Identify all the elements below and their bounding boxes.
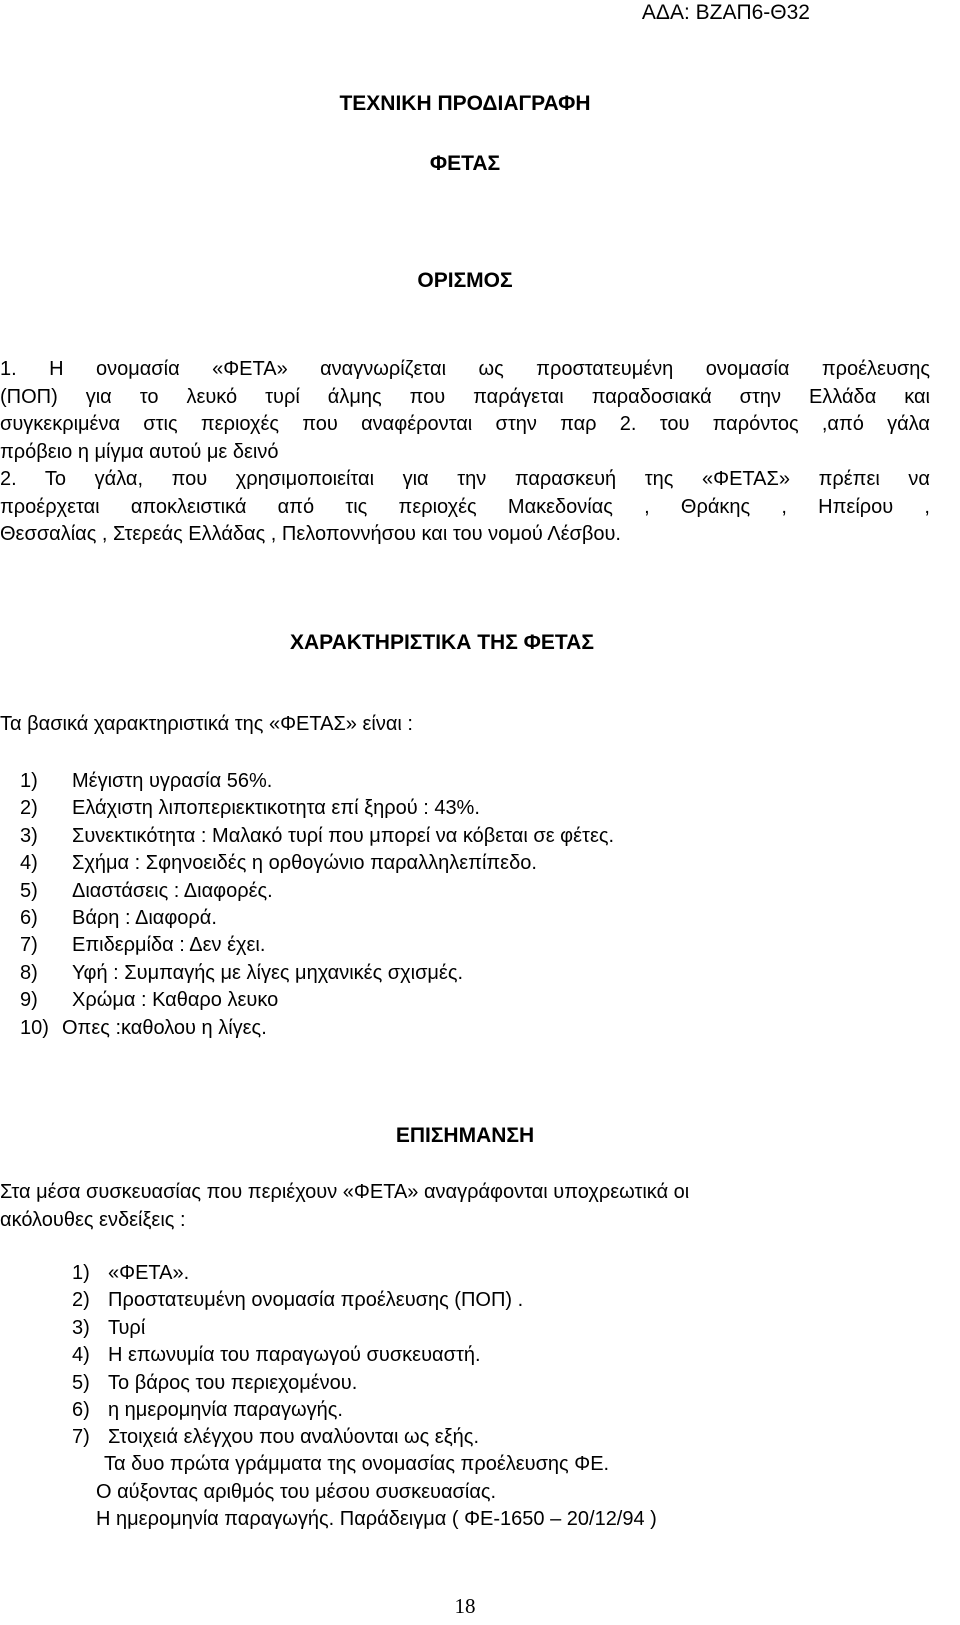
list-number: 5): [72, 1371, 90, 1394]
document-title: ΤΕΧΝΙΚΗ ΠΡΟΔΙΑΓΡΑΦΗ: [339, 92, 591, 115]
characteristics-intro: Τα βασικά χαρακτηριστικά της «ΦΕΤΑΣ» είναι :: [0, 713, 413, 735]
notice-intro: [0, 1178, 689, 1234]
list-item: [20, 823, 614, 850]
list-text: Διαστάσεις : Διαφορές.: [72, 879, 273, 902]
list-text: Βάρη : Διαφορά.: [72, 907, 217, 930]
paragraph-line: προέρχεται αποκλειστικά από τις περιοχές Μακεδονίας , Θράκης , Ηπείρου ,: [0, 495, 930, 518]
list-number: 6): [72, 1399, 90, 1422]
list-number: 8): [20, 961, 38, 984]
list-text: η ημερομηνία παραγωγής.: [108, 1399, 343, 1422]
list-text: Υφή : Συμπαγής με λίγες μηχανικές σχισμές.: [72, 961, 464, 984]
list-item: [20, 878, 614, 905]
list-text: Προστατευμένη ονομασία προέλευσης (ΠΟΠ) .: [108, 1289, 524, 1312]
paragraph-line: συγκεκριμένα στις περιοχές που αναφέρονται στην παρ 2. του παρόντος ,από γάλα: [0, 413, 930, 435]
list-text: Σχήμα : Σφηνοειδές η ορθογώνιο παραλληλεπίπεδο.: [72, 852, 537, 875]
document-id-header: ΑΔΑ: ΒΖΑΠ6-Θ32: [641, 1, 810, 24]
list-number: 3): [72, 1316, 90, 1339]
list-number: 10): [20, 1016, 49, 1039]
page-number: 18: [454, 1594, 476, 1618]
list-item: [72, 1397, 523, 1424]
list-number: 6): [20, 907, 38, 930]
list-text: Συνεκτικότητα : Μαλακό τυρί που μπορεί να κόβεται σε φέτες.: [72, 824, 615, 847]
paragraph-line: 2. Το γάλα, που χρησιμοποιείται για την παρασκευή της «ΦΕΤΑΣ» πρέπει να: [0, 468, 930, 490]
list-text: Ελάχιστη λιποπεριεκτικοτητα επί ξηρού : 43%.: [72, 797, 480, 820]
list-item: [72, 1342, 523, 1369]
detail-line: Τα δυο πρώτα γράμματα της ονομασίας προέλευσης ΦΕ.: [104, 1453, 610, 1475]
list-number: 3): [20, 824, 38, 847]
paragraph-line: Θεσσαλίας , Στερεάς Ελλάδας , Πελοποννήσου και του νομού Λέσβου.: [0, 523, 621, 545]
section-heading-notice: ΕΠΙΣΗΜΑΝΣΗ: [395, 1124, 535, 1147]
section-heading-characteristics: ΧΑΡΑΚΤΗΡΙΣΤΙΚΑ ΤΗΣ ΦΕΤΑΣ: [290, 631, 594, 654]
list-item: [20, 768, 614, 795]
list-item: [20, 905, 614, 932]
list-item: [20, 795, 614, 822]
list-number: 7): [20, 934, 38, 957]
list-text: Τυρί: [108, 1316, 146, 1339]
list-number: 1): [72, 1262, 90, 1284]
notice-list: [72, 1260, 523, 1452]
list-number: 2): [20, 797, 38, 820]
list-number: 5): [20, 879, 38, 902]
list-item: [72, 1424, 523, 1451]
list-number: 7): [72, 1426, 90, 1449]
list-text: Το βάρος του περιεχομένου.: [108, 1371, 358, 1394]
list-text: Χρώμα : Καθαρο λευκο: [72, 989, 279, 1012]
list-number: 4): [20, 852, 38, 875]
paragraph-line: πρόβειο η μίγμα αυτού με δεινό: [0, 440, 279, 463]
list-item: [20, 850, 614, 877]
list-text: Η επωνυμία του παραγωγού συσκευαστή.: [108, 1344, 481, 1367]
list-item: [72, 1315, 523, 1342]
list-text: Επιδερμίδα : Δεν έχει.: [72, 934, 266, 957]
document-subtitle: ΦΕΤΑΣ: [429, 152, 501, 175]
section-heading-definition: ΟΡΙΣΜΟΣ: [417, 269, 513, 292]
list-item: [72, 1370, 523, 1397]
list-item: [72, 1260, 523, 1287]
list-number: 1): [20, 770, 38, 792]
list-item: [20, 932, 614, 959]
list-number: 9): [20, 989, 38, 1012]
list-item: [20, 1015, 614, 1042]
definition-paragraph-1: [0, 356, 930, 466]
paragraph-line: 1. Η ονομασία «ΦΕΤΑ» αναγνωρίζεται ως προστατευμένη ονομασία προέλευσης: [0, 358, 930, 380]
list-item: [20, 960, 614, 987]
control-elements-details: [96, 1451, 657, 1534]
detail-line: Ο αύξοντας αριθμός του μέσου συσκευασίας.: [96, 1480, 497, 1503]
list-text: Στοιχειά ελέγχου που αναλύονται ως εξής.: [108, 1426, 479, 1449]
definition-paragraph-2: [0, 466, 930, 549]
list-text: «ΦΕΤΑ».: [108, 1262, 190, 1284]
paragraph-line: (ΠΟΠ) για το λευκό τυρί άλμης που παράγεται παραδοσιακά στην Ελλάδα και: [0, 385, 930, 408]
detail-line: Η ημερομηνία παραγωγής. Παράδειγμα ( ΦΕ-1650 – 20/12/94 ): [96, 1508, 657, 1530]
paragraph-line: ακόλουθες ενδείξεις :: [0, 1209, 186, 1231]
list-number: 4): [72, 1344, 90, 1367]
list-item: [20, 987, 614, 1014]
paragraph-line: Στα μέσα συσκευασίας που περιέχουν «ΦΕΤΑ» αναγράφονται υποχρεωτικά οι: [0, 1181, 690, 1203]
list-item: [72, 1287, 523, 1314]
list-text: Οπες :καθολου η λίγες.: [62, 1016, 267, 1039]
characteristics-list: [20, 768, 614, 1042]
list-number: 2): [72, 1289, 90, 1312]
list-text: Μέγιστη υγρασία 56%.: [72, 770, 273, 792]
